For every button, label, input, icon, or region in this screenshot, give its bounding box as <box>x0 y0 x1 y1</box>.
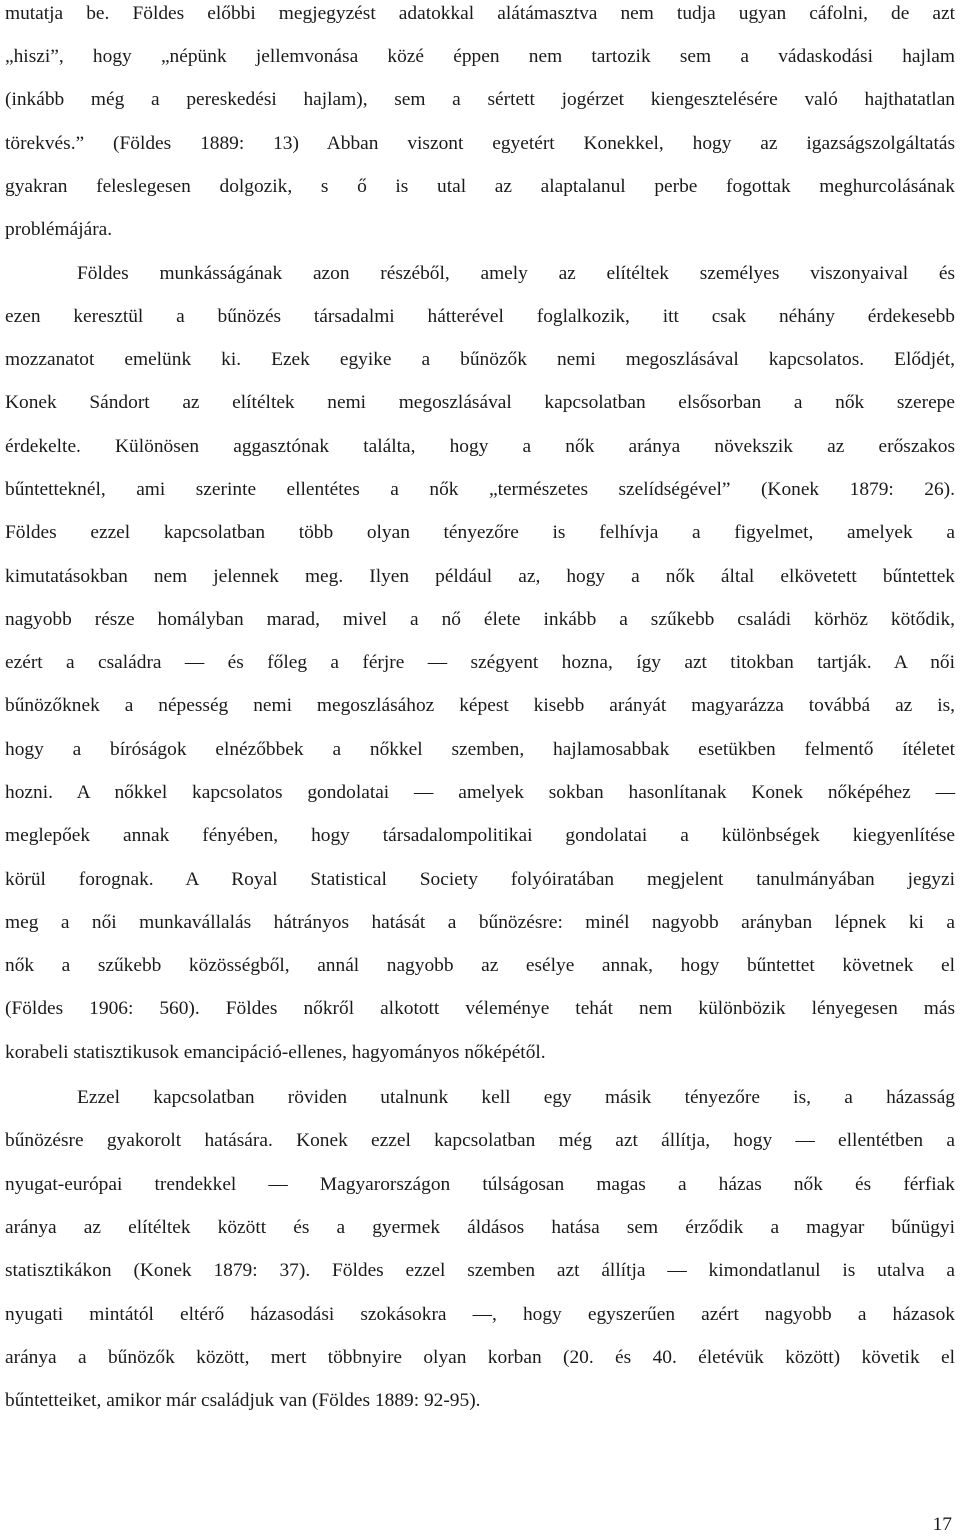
text-line: „hiszi”, hogy „népünk jellemvonása közé éppen nem tartozik sem a vádaskodási hajlam <box>5 46 955 67</box>
text-line: aránya a bűnözők között, mert többnyire olyan korban (20. és 40. életévük között) követik el <box>5 1347 955 1368</box>
text-line: nyugati mintától eltérő házasodási szokásokra —, hogy egyszerűen azért nagyobb a házasok <box>5 1304 955 1325</box>
text-line: ezen keresztül a bűnözés társadalmi hátterével foglalkozik, itt csak néhány érdekesebb <box>5 306 955 327</box>
text-line: Földes munkásságának azon részéből, amely az elítéltek személyes viszonyaival és <box>77 263 955 284</box>
text-line: bűnözésre gyakorolt hatására. Konek ezzel kapcsolatban még azt állítja, hogy — ellentétben a <box>5 1130 955 1151</box>
text-line: bűnözőknek a népesség nemi megoszlásához képest kisebb arányát magyarázza továbbá az is, <box>5 695 955 716</box>
text-line: mutatja be. Földes előbbi megjegyzést adatokkal alátámasztva nem tudja ugyan cáfolni, de azt <box>5 3 955 24</box>
text-line: Ezzel kapcsolatban röviden utalnunk kell egy másik tényezőre is, a házasság <box>77 1087 955 1108</box>
text-line: hogy a bíróságok elnézőbbek a nőkkel szemben, hajlamosabbak esetükben felmentő ítéletet <box>5 739 955 760</box>
text-line: meg a női munkavállalás hátrányos hatását a bűnözésre: minél nagyobb arányban lépnek ki a <box>5 912 955 933</box>
text-line: törekvés.” (Földes 1889: 13) Abban viszont egyetért Konekkel, hogy az igazságszolgáltatás <box>5 133 955 154</box>
text-line: (Földes 1906: 560). Földes nőkről alkotott véleménye tehát nem különbözik lényegesen más <box>5 998 955 1019</box>
text-line: hozni. A nőkkel kapcsolatos gondolatai — amelyek sokban hasonlítanak Konek nőképéhez — <box>5 782 955 803</box>
text-line: bűntetteiket, amikor már családjuk van (Földes 1889: 92-95). <box>5 1390 481 1411</box>
text-line: statisztikákon (Konek 1879: 37). Földes ezzel szemben azt állítja — kimondatlanul is utalva a <box>5 1260 955 1281</box>
text-line: kimutatásokban nem jelennek meg. Ilyen például az, hogy a nők által elkövetett bűntettek <box>5 566 955 587</box>
text-line: aránya az elítéltek között és a gyermek áldásos hatása sem érződik a magyar bűnügyi <box>5 1217 955 1238</box>
text-line: (inkább még a pereskedési hajlam), sem a sértett jogérzet kiengesztelésére való hajthatatlan <box>5 89 955 110</box>
text-line: körül forognak. A Royal Statistical Society folyóiratában megjelent tanulmányában jegyzi <box>5 869 955 890</box>
text-line: ezért a családra — és főleg a férjre — szégyent hozna, így azt titokban tartják. A női <box>5 652 955 673</box>
text-line: korabeli statisztikusok emancipáció-ellenes, hagyományos nőképétől. <box>5 1042 546 1063</box>
text-line: bűntetteknél, ami szerinte ellentétes a nők „természetes szelídségével” (Konek 1879: 26). <box>5 479 955 500</box>
text-line: problémájára. <box>5 219 113 240</box>
text-line: meglepőek annak fényében, hogy társadalompolitikai gondolatai a különbségek kiegyenlítése <box>5 825 955 846</box>
text-line: Konek Sándort az elítéltek nemi megoszlásával kapcsolatban elsősorban a nők szerepe <box>5 392 955 413</box>
text-line: nők a szűkebb közösségből, annál nagyobb az esélye annak, hogy bűntettet követnek el <box>5 955 955 976</box>
text-line: nagyobb része homályban marad, mivel a nő élete inkább a szűkebb családi körhöz kötődik, <box>5 609 955 630</box>
text-line: Földes ezzel kapcsolatban több olyan tényezőre is felhívja a figyelmet, amelyek a <box>5 522 955 543</box>
text-line: mozzanatot emelünk ki. Ezek egyike a bűnözők nemi megoszlásával kapcsolatos. Elődjét, <box>5 349 955 370</box>
text-line: érdekelte. Különösen aggasztónak találta, hogy a nők aránya növekszik az erőszakos <box>5 436 955 457</box>
text-line: gyakran feleslegesen dolgozik, s ő is utal az alaptalanul perbe fogottak meghurcolásának <box>5 176 955 197</box>
page-number: 17 <box>932 1514 952 1535</box>
text-line: nyugat-európai trendekkel — Magyarországon túlságosan magas a házas nők és férfiak <box>5 1174 955 1195</box>
